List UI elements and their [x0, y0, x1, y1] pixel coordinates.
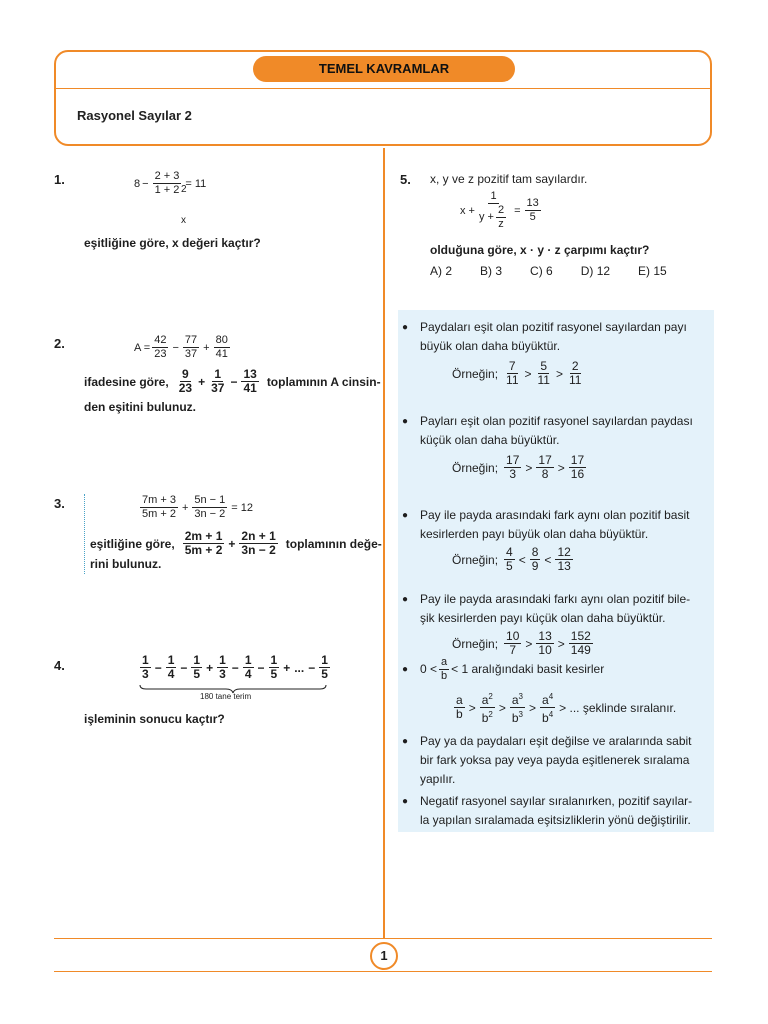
choice-a[interactable]: A) 2	[430, 264, 453, 278]
question-4-number: 4.	[54, 658, 65, 673]
bullet-icon: ●	[402, 664, 409, 675]
question-1-inner-den-a: 2	[181, 184, 187, 195]
info-bullet-1: ● Paydaları eşit olan pozitif rasyonel sayılardan payı büyük olan daha büyüktür.	[400, 318, 712, 356]
question-2-text: ifadesine göre, $\frac{9}{23}$ + $\frac{1}{37}$ − $\frac{13}{41}$ toplamının A cinsin-	[84, 367, 381, 395]
question-3-number: 3.	[54, 496, 65, 511]
section-subtitle: Rasyonel Sayılar 2	[77, 108, 192, 123]
question-2-number: 2.	[54, 336, 65, 351]
choice-c[interactable]: C) 6	[530, 264, 553, 278]
page-title: TEMEL KAVRAMLAR	[253, 56, 515, 82]
bullet-icon: ●	[402, 736, 409, 747]
question-1-text: eşitliğine göre, x değeri kaçtır?	[84, 236, 261, 250]
info-bullet-7: ● Negatif rasyonel sayılar sıralanırken, pozitif sayılar- la yapılan sıralamada eşitsizliklerin yönü değiştirilir.	[400, 792, 712, 830]
info-bullet-4: ● Pay ile payda arasındaki farkı aynı olan pozitif bile- şik kesirlerden payı küçük olan daha büyüktür.	[400, 590, 712, 628]
question-4-series: $\frac{1}{3}$ − $\frac{1}{4}$ − $\frac{1}{5}$ + $\frac{1}{3}$ − $\frac{1}{4}$ − $\frac{1}{5}$ + ... − $\frac{1}{5}$	[142, 653, 328, 681]
question-3-text-line2: rini bulunuz.	[90, 557, 162, 571]
question-1-number: 1.	[54, 172, 65, 187]
question-3-dotted-marker	[84, 494, 85, 574]
question-3-text: eşitliğine göre, $\frac{2m + 1}{5m + 2}$ + $\frac{2n + 1}{3n - 2}$ toplamının değe-	[90, 529, 382, 557]
choice-b[interactable]: B) 3	[480, 264, 503, 278]
bullet-icon: ●	[402, 322, 409, 333]
choice-e[interactable]: E) 15	[638, 264, 667, 278]
question-5-text: olduğuna göre, x · y · z çarpımı kaçtır?	[430, 243, 650, 257]
header-divider	[54, 88, 712, 89]
info-bullet-6: ● Pay ya da paydaları eşit değilse ve aralarında sabit bir fark yoksa pay veya payda eşitlenerek sıralama yapılır.	[400, 732, 712, 789]
footer-line-bottom	[54, 971, 712, 972]
question-2-expression: A = $\frac{42}{23}$ − $\frac{77}{37}$ + $\frac{80}{41}$	[134, 334, 228, 360]
page-number: 1	[370, 942, 398, 970]
footer-line-top	[54, 938, 712, 939]
bullet-icon: ●	[402, 510, 409, 521]
info-bullet-5: ● 0 < $\frac{a}{b}$ < 1 aralığındaki basit kesirler	[402, 656, 605, 682]
question-2-text-line2: den eşitini bulunuz.	[84, 400, 196, 414]
bullet-icon: ●	[402, 594, 409, 605]
column-divider	[383, 148, 385, 938]
info-bullet-3: ● Pay ile payda arasındaki fark aynı olan pozitif basit kesirlerden payı büyük olan daha büyüktür.	[400, 506, 712, 544]
question-3-equation: $\frac{7m + 3}{5m + 2}$ + $\frac{5n - 1}{3n - 2}$ = 12	[142, 494, 253, 520]
info-example-5: $\frac{a}{b}$ > $\frac{a^2}{b^2}$ > $\frac{a^3}{b^3}$ > $\frac{a^4}{b^4}$ > ... şeklinde sıralanır.	[456, 692, 677, 725]
question-1-equation: 8 − $\frac{2 + 3}{1 + 2}$ = 11	[134, 170, 207, 196]
question-5-number: 5.	[400, 172, 411, 187]
bullet-icon: ●	[402, 416, 409, 427]
bullet-icon: ●	[402, 796, 409, 807]
question-5-choices	[430, 264, 667, 278]
question-1-inner-den-b: x	[181, 215, 186, 226]
info-example-3: Örneğin; $\frac{4}{5}$ < $\frac{8}{9}$ < $\frac{12}{13}$	[452, 545, 571, 573]
info-example-1: Örneğin; $\frac{7}{11}$ > $\frac{5}{11}$ > $\frac{2}{11}$	[452, 359, 582, 387]
info-bullet-2: ● Payları eşit olan pozitif rasyonel sayılardan paydası küçük olan daha büyüktür.	[400, 412, 712, 450]
question-4-text: işleminin sonucu kaçtır?	[84, 712, 225, 726]
question-5-intro: x, y ve z pozitif tam sayılardır.	[430, 172, 588, 186]
info-example-2: Örneğin; $\frac{17}{3}$ > $\frac{17}{8}$ > $\frac{17}{16}$	[452, 453, 585, 481]
question-4-brace-label: 180 tane terim	[200, 692, 252, 701]
info-example-4: Örneğin; $\frac{10}{7}$ > $\frac{13}{10}$ > $\frac{152}{149}$	[452, 629, 591, 657]
choice-d[interactable]: D) 12	[580, 264, 611, 278]
question-5-equation: x + 1 y + $\frac{2}{z}$ = $\frac{13}{5}$	[460, 190, 539, 230]
